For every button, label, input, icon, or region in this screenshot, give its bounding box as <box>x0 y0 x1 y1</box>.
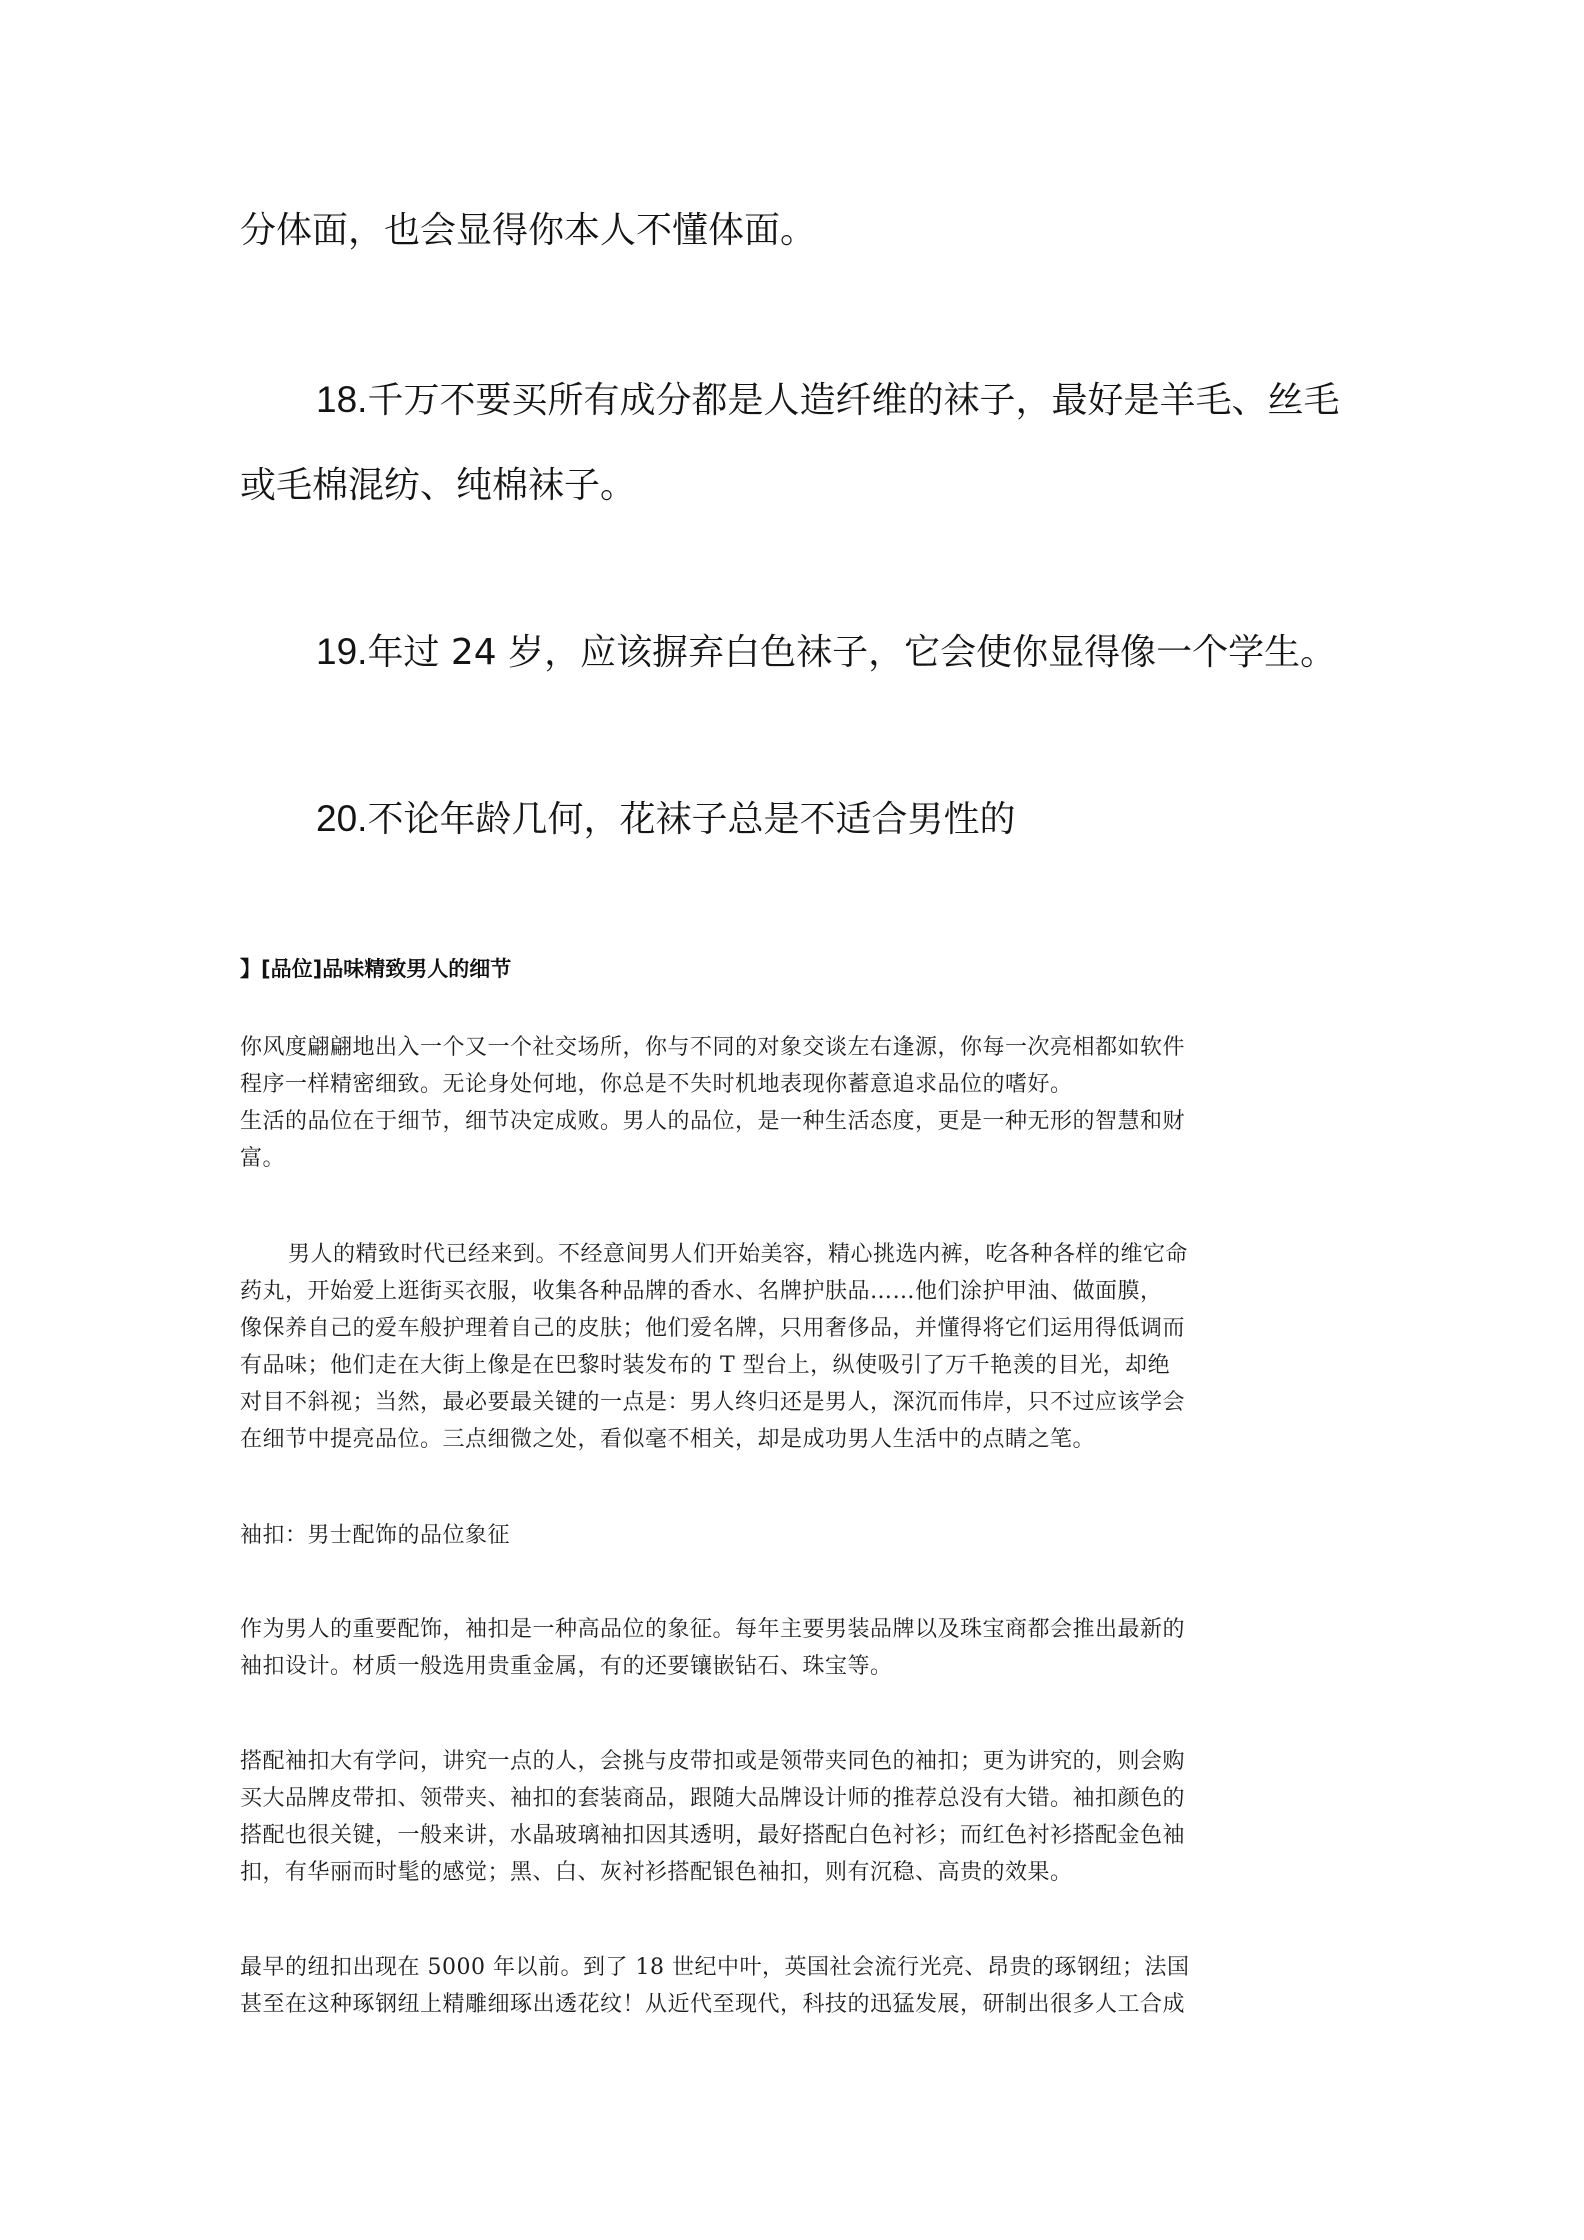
paragraph-line: 作为男人的重要配饰，袖扣是一种高品位的象征。每年主要男装品牌以及珠宝商都会推出最新的 <box>240 1617 1186 1642</box>
item-20-text: 不论年龄几何，花袜子总是不适合男性的 <box>367 799 1016 840</box>
paragraph-line: 袖扣设计。材质一般选用贵重金属，有的还要镶嵌钻石、珠宝等。 <box>240 1654 893 1679</box>
item-18-text-2: 或毛棉混纺、纯棉袜子。 <box>240 465 637 506</box>
paragraph-line: 你风度翩翩地出入一个又一个社交场所，你与不同的对象交谈左右逢源，你每一次亮相都如软件 <box>240 1035 1186 1060</box>
paragraph-line: 生活的品位在于细节，细节决定成败。男人的品位，是一种生活态度，更是一种无形的智慧和财 <box>240 1109 1186 1134</box>
item-20-number: 20. <box>316 798 368 839</box>
paragraph-line: 甚至在这种琢钢纽上精雕细琢出透花纹！从近代至现代，科技的迅猛发展，研制出很多人工合成 <box>240 1992 1186 2017</box>
item-19-text: 年过 24 岁，应该摒弃白色袜子，它会使你显得像一个学生。 <box>367 632 1337 673</box>
paragraph-line: 买大品牌皮带扣、领带夹、袖扣的套装商品，跟随大品牌设计师的推荐总没有大错。袖扣颜色的 <box>240 1786 1186 1811</box>
paragraph-line: 最早的纽扣出现在 5000 年以前。到了 18 世纪中叶，英国社会流行光亮、昂贵的琢钢纽；法国 <box>240 1955 1190 1980</box>
paragraph-4 <box>240 1743 1345 1891</box>
paragraph-5 <box>240 1949 1345 2023</box>
paragraph-line: 像保养自己的爱车般护理着自己的皮肤；他们爱名牌，只用奢侈品，并懂得将它们运用得低调而 <box>240 1316 1186 1341</box>
subheading-cufflinks <box>240 1517 1345 1554</box>
item-18-line-2 <box>240 461 636 511</box>
paragraph-1 <box>240 1029 1345 1177</box>
continued-text: 分体面，也会显得你本人不懂体面。 <box>240 210 817 251</box>
paragraph-line: 在细节中提亮品位。三点细微之处，看似毫不相关，却是成功男人生活中的点睛之笔。 <box>240 1427 1096 1452</box>
item-18-text-1: 千万不要买所有成分都是人造纤维的袜子，最好是羊毛、丝毛 <box>367 380 1340 421</box>
paragraph-line: 对目不斜视；当然，最必要最关键的一点是：男人终归还是男人，深沉而伟岸，只不过应该学会 <box>240 1390 1186 1415</box>
paragraph-line: 搭配也很关键，一般来讲，水晶玻璃袖扣因其透明，最好搭配白色衬衫；而红色衬衫搭配金色袖 <box>240 1823 1186 1848</box>
item-19 <box>316 627 1336 678</box>
continued-line <box>240 206 816 256</box>
item-19-number: 19. <box>316 631 368 672</box>
subheading-text: 袖扣：男士配饰的品位象征 <box>240 1523 511 1548</box>
paragraph-line: 男人的精致时代已经来到。不经意间男人们开始美容，精心挑选内裤，吃各种各样的维它命 <box>288 1242 1189 1267</box>
paragraph-2 <box>240 1236 1345 1458</box>
item-20 <box>316 794 1015 845</box>
paragraph-line: 药丸，开始爱上逛街买衣服，收集各种品牌的香水、名牌护肤品……他们涂护甲油、做面膜， <box>240 1279 1163 1304</box>
paragraph-3 <box>240 1611 1345 1685</box>
item-18-line-1 <box>316 375 1339 426</box>
paragraph-line: 富。 <box>240 1146 286 1171</box>
paragraph-line: 扣，有华丽而时髦的感觉；黑、白、灰衬衫搭配银色袖扣，则有沉稳、高贵的效果。 <box>240 1860 1073 1885</box>
article-heading: 】[品位]品味精致男人的细节 <box>240 957 512 981</box>
item-18-number: 18. <box>316 379 368 420</box>
paragraph-line: 程序一样精密细致。无论身处何地，你总是不失时机地表现你蓄意追求品位的嗜好。 <box>240 1072 1073 1097</box>
paragraph-line: 有品味；他们走在大街上像是在巴黎时装发布的 T 型台上，纵使吸引了万千艳羡的目光，却绝 <box>240 1353 1171 1378</box>
paragraph-line: 搭配袖扣大有学问，讲究一点的人，会挑与皮带扣或是领带夹同色的袖扣；更为讲究的，则会购 <box>240 1749 1186 1774</box>
